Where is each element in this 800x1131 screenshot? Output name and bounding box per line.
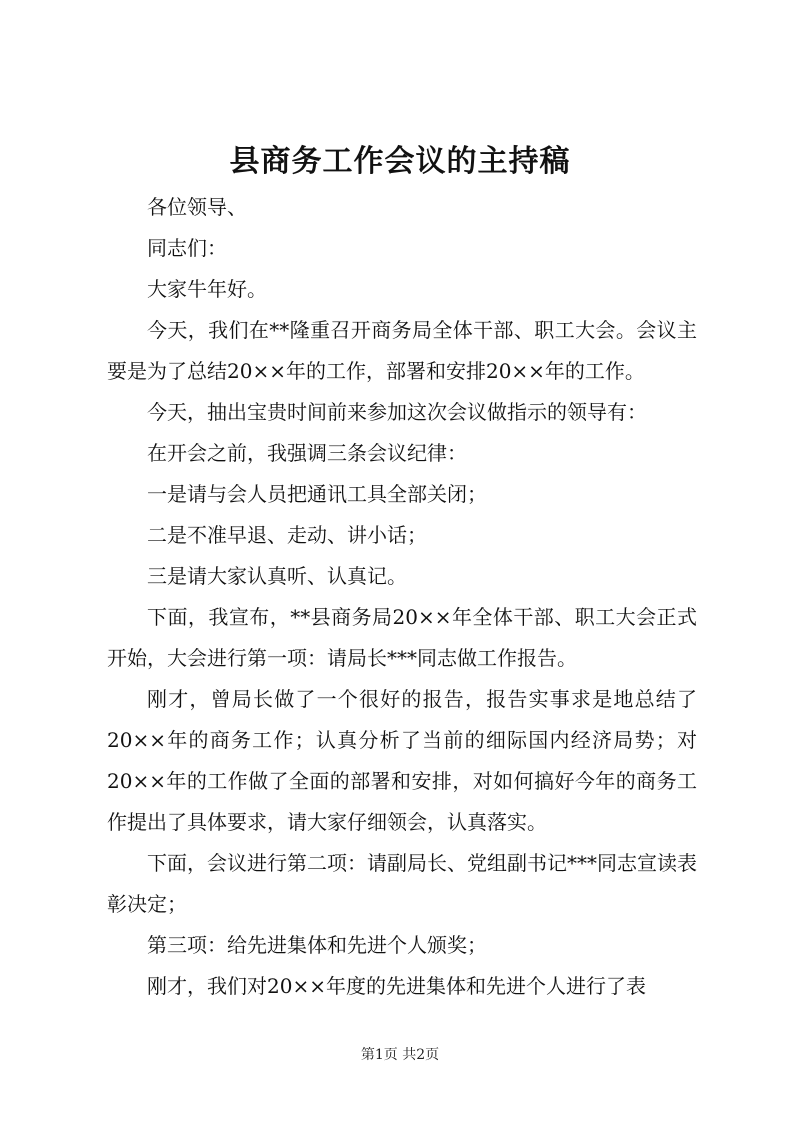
paragraph: 第三项：给先进集体和先进个人颁奖； bbox=[147, 933, 487, 957]
document-body bbox=[107, 187, 697, 1007]
paragraph: 今天，我们在**隆重召开商务局全体干部、职工大会。会议主要是为了总结20××年的工作，部署和安排20××年的工作。 bbox=[107, 318, 697, 383]
paragraph: 下面，我宣布，**县商务局20××年全体干部、职工大会正式开始，大会进行第一项：请局长***同志做工作报告。 bbox=[107, 605, 697, 670]
paragraph: 一是请与会人员把通讯工具全部关闭； bbox=[147, 482, 487, 506]
paragraph: 刚才，我们对20××年度的先进集体和先进个人进行了表 bbox=[147, 974, 646, 998]
paragraph: 同志们： bbox=[147, 236, 227, 260]
paragraph: 在开会之前，我强调三条会议纪律： bbox=[147, 441, 467, 465]
paragraph: 刚才，曾局长做了一个很好的报告，报告实事求是地总结了20××年的商务工作；认真分析了当前的细际国内经济局势；对20××年的工作做了全面的部署和安排，对如何搞好今年的商务工作提出了具体要求，请大家仔细领会，认真落实。 bbox=[107, 687, 697, 834]
paragraph: 大家牛年好。 bbox=[147, 277, 267, 301]
page-number-footer: 第1页 共2页 bbox=[360, 1047, 440, 1063]
document-title: 县商务工作会议的主持稿 bbox=[229, 144, 571, 179]
paragraph: 三是请大家认真听、认真记。 bbox=[147, 564, 407, 588]
paragraph: 下面，会议进行第二项：请副局长、党组副书记***同志宣读表彰决定； bbox=[107, 851, 697, 916]
paragraph: 二是不准早退、走动、讲小话； bbox=[147, 523, 427, 547]
paragraph: 各位领导、 bbox=[147, 195, 247, 219]
paragraph: 今天，抽出宝贵时间前来参加这次会议做指示的领导有： bbox=[147, 400, 647, 424]
